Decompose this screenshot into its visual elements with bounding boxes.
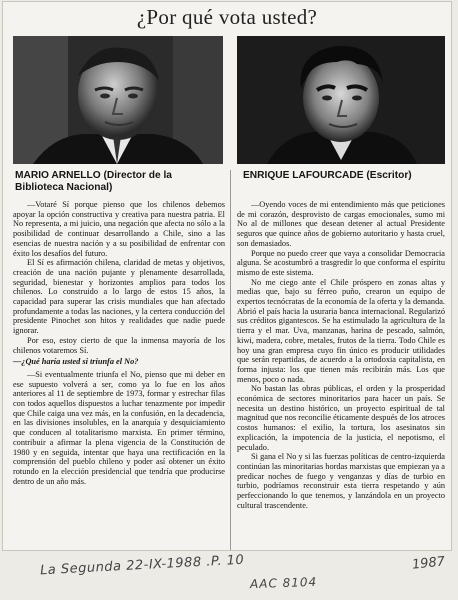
paragraph: Por eso, estoy cierto de que la inmensa mayoría de los chilenos votaremos Sí. bbox=[13, 335, 225, 355]
paragraph: —Si eventualmente triunfa el No, pienso que mi deber en ese supuesto volverá a ser, como ya lo fue en los años anteriores al 11 de septiembre de 1973, formar y estrechar filas con todos aquellos dispuestos a luchar tenazmente por impedir que Chile caiga una vez más, en la confusión, en la decadencia, en las divisiones insolubles, en la anarquía y desquiciamiento que conducen al totalitarismo marxista. En primer término, contribuir a afirmar la plena vigencia de la Constitución de 1980 y en seguida, intentar que haya una rectificación en la comprensión del pueblo chileno y poder así obtener un éxito rotundo en la elección presidencial que tendría que producirse dentro de un año más. bbox=[13, 369, 225, 486]
paragraph: Porque no puedo creer que vaya a consolidar Democracia alguna. Se acostumbró a trasgredir lo que conforma el espíritu mismo de este sistema. bbox=[237, 248, 445, 277]
portrait-arnello-image bbox=[13, 36, 223, 164]
handwritten-year: 1987 bbox=[411, 554, 446, 573]
portrait-photo-arnello bbox=[13, 36, 223, 164]
newspaper-clipping bbox=[3, 2, 451, 550]
interview-question: —¿Qué haría usted si triunfa el No? bbox=[13, 357, 139, 367]
portrait-lafourcade-image bbox=[237, 36, 445, 164]
column-arnello bbox=[13, 200, 225, 486]
handwritten-archive-code: AAC 8104 bbox=[249, 574, 318, 592]
article-title: ¿Por qué vota usted? bbox=[136, 5, 318, 29]
paragraph: No bastan las obras públicas, el orden y la prosperidad económica de sectores minoritarios para hacer un país. Se necesita un destino histórico, un proyecto espiritual de tal magnitud que nos reconcilie éticamente después de los atroces costos humanos: el exilio, la tortura, los asesinatos sin explicación, la impotencia de la justicia, el nepotismo, el peculado. bbox=[237, 384, 445, 452]
paragraph: El Sí es afirmación chilena, claridad de metas y objetivos, creación de una nación pujante y plenamente desarrollada, seguridad, bienestar y horizontes amplios para todos los chilenos. Lo construido a lo largo de estos 15 años, la capacidad para superar las crisis mundiales que han afectado profundamente a todas las naciones, y la certera conducción del presidente Pinochet son hitos y realidades que nadie puede ignorar. bbox=[13, 258, 225, 336]
caption-arnello: MARIO ARNELLO (Director de la Biblioteca Nacional) bbox=[15, 170, 172, 193]
paragraph: No me ciego ante el Chile próspero en zonas altas y medias que, bajo su férreo puño, crearon un equipo de expertos tecnócratas de la economía de la oferta y la demanda. Abrió el país hacia la usuraria banca internacional. Regularizó sus créditos gigantescos. Se ha estimulado la agricultura de la tierra y el mar. Uva, manzanas, harina de pescado, salmón, kiwi, madera, cobre, metales, frutos de la tierra. Todo Chile es hoy una gran empresa cuyo fin único es producir utilidades que serán repartidas, de acuerdo a la ortodoxia capitalista, en forma injusta: los que tienen más recibirán más. Los que menos, poco o nada. bbox=[237, 277, 445, 384]
paragraph: —Votaré Sí porque pienso que los chilenos debemos apoyar la opción constructiva y creativa para nuestra patria. El No representa, a mi juicio, una negación que afecta no sólo a la posibilidad de continuar desarrollando a Chile, sino a las esencias de nuestra nación y a su posibilidad de enfrentar con éxito los desafíos del futuro. bbox=[13, 200, 225, 258]
paragraph: Si gana el No y si las fuerzas políticas de centro-izquierda continúan las minoritarias hordas marxistas que empiezan ya a predicar noches de fuego y venganzas y días de turbio en turbio, podríamos reconstruir esta tierra respetando y aún perfeccionando lo que tenemos, y lanzándola en un proyecto cultural trascendente. bbox=[237, 452, 445, 510]
portrait-photo-lafourcade bbox=[237, 36, 445, 164]
column-lafourcade bbox=[237, 200, 445, 511]
paragraph: —Oyendo voces de mi entendimiento más que peticiones de mi corazón, desprovisto de cargas emocionales, sumo mi No al de millones que desean detener al actual Presidente seguros que quince años de gobierno autoritario y hasta cruel, son demasiados. bbox=[237, 200, 445, 248]
caption-lafourcade: ENRIQUE LAFOURCADE (Escritor) bbox=[243, 170, 412, 181]
handwritten-source-note: La Segunda 22-IX-1988 .P. 10 bbox=[39, 552, 245, 579]
column-divider bbox=[230, 170, 231, 550]
